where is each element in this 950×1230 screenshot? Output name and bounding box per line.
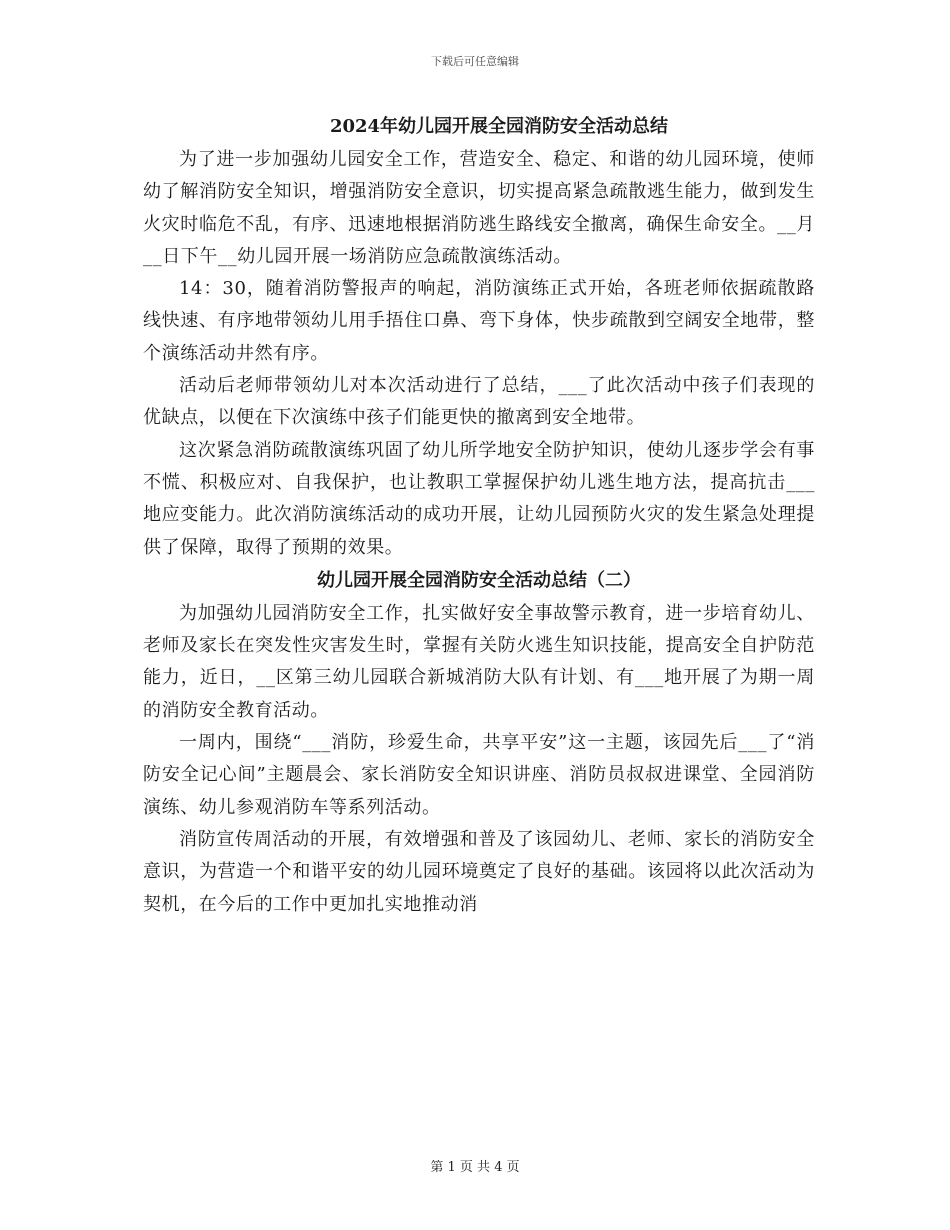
document-title: 2024年幼儿园开展全园消防安全活动总结 bbox=[329, 116, 669, 137]
page-number: 第 1 页 共 4 页 bbox=[430, 1160, 520, 1175]
paragraph: 一周内，围绕“___消防，珍爱生命，共享平安”这一主题，该园先后___了“消防安全记心间”主题晨会、家长消防安全知识讲座、消防员叔叔进课堂、全园消防演练、幼儿参观消防车等系列活动。 bbox=[143, 732, 815, 818]
section-title: 幼儿园开展全园消防安全活动总结（二） bbox=[317, 569, 641, 591]
paragraph: 14：30，随着消防警报声的响起，消防演练正式开始，各班老师依据疏散路线快速、有序地带领幼儿用手捂住口鼻、弯下身体，快步疏散到空阔安全地带，整个演练活动井然有序。 bbox=[143, 278, 815, 364]
document-body bbox=[143, 110, 815, 921]
paragraph: 为了进一步加强幼儿园安全工作，营造安全、稳定、和谐的幼儿园环境，使师幼了解消防安全知识，增强消防安全意识，切实提高紧急疏散逃生能力，做到发生火灾时临危不乱，有序、迅速地根据消防逃生路线安全撤离，确保生命安全。__月__日下午__幼儿园开展一场消防应急疏散演练活动。 bbox=[143, 149, 815, 267]
paragraph: 活动后老师带领幼儿对本次活动进行了总结，___了此次活动中孩子们表现的优缺点，以便在下次演练中孩子们能更快的撤离到安全地带。 bbox=[143, 375, 815, 429]
page-header-note: 下载后可任意编辑 bbox=[431, 55, 519, 68]
paragraph: 消防宣传周活动的开展，有效增强和普及了该园幼儿、老师、家长的消防安全意识，为营造一个和谐平安的幼儿园环境奠定了良好的基础。该园将以此次活动为契机，在今后的工作中更加扎实地推动消 bbox=[143, 828, 815, 915]
paragraph: 为加强幼儿园消防安全工作，扎实做好安全事故警示教育，进一步培育幼儿、老师及家长在突发性灾害发生时，掌握有关防火逃生知识技能，提高安全自护防范能力，近日，__区第三幼儿园联合新城消防大队有计划、有___地开展了为期一周的消防安全教育活动。 bbox=[143, 602, 815, 721]
paragraph: 这次紧急消防疏散演练巩固了幼儿所学地安全防护知识，使幼儿逐步学会有事不慌、积极应对、自我保护，也让教职工掌握保护幼儿逃生地方法，提高抗击___地应变能力。此次消防演练活动的成功开展，让幼儿园预防火灾的发生紧急处理提供了保障，取得了预期的效果。 bbox=[143, 439, 815, 558]
